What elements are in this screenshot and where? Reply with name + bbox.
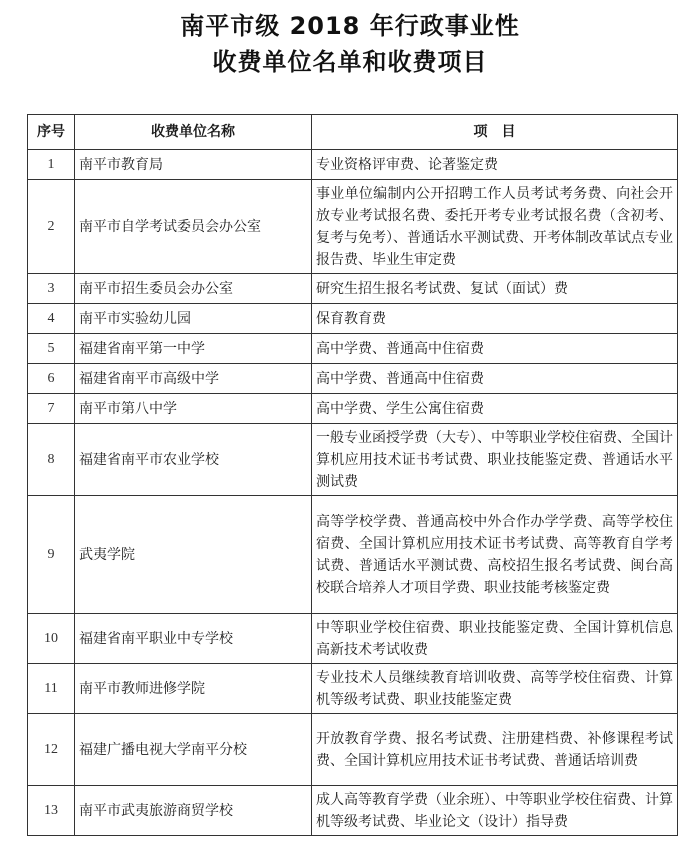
row-unit-name: 南平市招生委员会办公室 bbox=[75, 274, 312, 304]
row-unit-name: 南平市教师进修学院 bbox=[75, 664, 312, 714]
row-fee-items: 事业单位编制内公开招聘工作人员考试考务费、向社会开放专业考试报名费、委托开考专业考试报名费（含初考、复考与免考）、普通话水平测试费、开考体制改革试点专业报告费、毕业生审定费 bbox=[312, 180, 678, 274]
row-fee-items: 保育教育费 bbox=[312, 304, 678, 334]
document-title-line-2: 收费单位名单和收费项目 bbox=[212, 48, 488, 76]
row-seq: 9 bbox=[28, 496, 75, 614]
table-row bbox=[28, 664, 678, 714]
row-fee-items: 专业技术人员继续教育培训收费、高等学校住宿费、计算机等级考试费、职业技能鉴定费 bbox=[312, 664, 678, 714]
table-row bbox=[28, 394, 678, 424]
row-seq: 6 bbox=[28, 364, 75, 394]
row-unit-name: 福建省南平市农业学校 bbox=[75, 424, 312, 496]
table-row bbox=[28, 496, 678, 614]
row-fee-items: 开放教育学费、报名考试费、注册建档费、补修课程考试费、全国计算机应用技术证书考试费、普通话培训费 bbox=[312, 714, 678, 786]
row-seq: 1 bbox=[28, 150, 75, 180]
table-row bbox=[28, 180, 678, 274]
row-unit-name: 武夷学院 bbox=[75, 496, 312, 614]
document-title-line-1: 南平市级 2018 年行政事业性 bbox=[180, 12, 520, 40]
row-seq: 13 bbox=[28, 786, 75, 836]
table-header-row bbox=[28, 115, 678, 150]
row-seq: 10 bbox=[28, 614, 75, 664]
row-unit-name: 南平市第八中学 bbox=[75, 394, 312, 424]
row-seq: 11 bbox=[28, 664, 75, 714]
table-row bbox=[28, 364, 678, 394]
row-fee-items: 一般专业函授学费（大专）、中等职业学校住宿费、全国计算机应用技术证书考试费、职业技能鉴定费、普通话水平测试费 bbox=[312, 424, 678, 496]
row-unit-name: 南平市武夷旅游商贸学校 bbox=[75, 786, 312, 836]
header-unit-name: 收费单位名称 bbox=[75, 115, 312, 150]
row-unit-name: 南平市实验幼儿园 bbox=[75, 304, 312, 334]
row-seq: 12 bbox=[28, 714, 75, 786]
row-unit-name: 福建省南平市高级中学 bbox=[75, 364, 312, 394]
row-seq: 5 bbox=[28, 334, 75, 364]
row-unit-name: 福建省南平第一中学 bbox=[75, 334, 312, 364]
row-fee-items: 高中学费、学生公寓住宿费 bbox=[312, 394, 678, 424]
table-row bbox=[28, 614, 678, 664]
row-seq: 3 bbox=[28, 274, 75, 304]
table-row bbox=[28, 714, 678, 786]
row-unit-name: 南平市教育局 bbox=[75, 150, 312, 180]
row-fee-items: 高中学费、普通高中住宿费 bbox=[312, 364, 678, 394]
table-row bbox=[28, 274, 678, 304]
table-row bbox=[28, 786, 678, 836]
row-fee-items: 高中学费、普通高中住宿费 bbox=[312, 334, 678, 364]
header-fee-items: 项 目 bbox=[312, 115, 678, 150]
row-seq: 8 bbox=[28, 424, 75, 496]
row-unit-name: 南平市自学考试委员会办公室 bbox=[75, 180, 312, 274]
row-seq: 4 bbox=[28, 304, 75, 334]
row-seq: 7 bbox=[28, 394, 75, 424]
row-fee-items: 研究生招生报名考试费、复试（面试）费 bbox=[312, 274, 678, 304]
row-fee-items: 高等学校学费、普通高校中外合作办学学费、高等学校住宿费、全国计算机应用技术证书考试费、高等教育自学考试费、普通话水平测试费、高校招生报名考试费、闽台高校联合培养人才项目学费、职业技能考核鉴定费 bbox=[312, 496, 678, 614]
row-fee-items: 中等职业学校住宿费、职业技能鉴定费、全国计算机信息高新技术考试收费 bbox=[312, 614, 678, 664]
row-seq: 2 bbox=[28, 180, 75, 274]
table-row bbox=[28, 304, 678, 334]
row-unit-name: 福建广播电视大学南平分校 bbox=[75, 714, 312, 786]
header-seq: 序号 bbox=[28, 115, 75, 150]
fee-units-table bbox=[27, 114, 678, 836]
table-row bbox=[28, 424, 678, 496]
row-fee-items: 专业资格评审费、论著鉴定费 bbox=[312, 150, 678, 180]
table-row bbox=[28, 334, 678, 364]
row-unit-name: 福建省南平职业中专学校 bbox=[75, 614, 312, 664]
table-row bbox=[28, 150, 678, 180]
row-fee-items: 成人高等教育学费（业余班）、中等职业学校住宿费、计算机等级考试费、毕业论文（设计）指导费 bbox=[312, 786, 678, 836]
